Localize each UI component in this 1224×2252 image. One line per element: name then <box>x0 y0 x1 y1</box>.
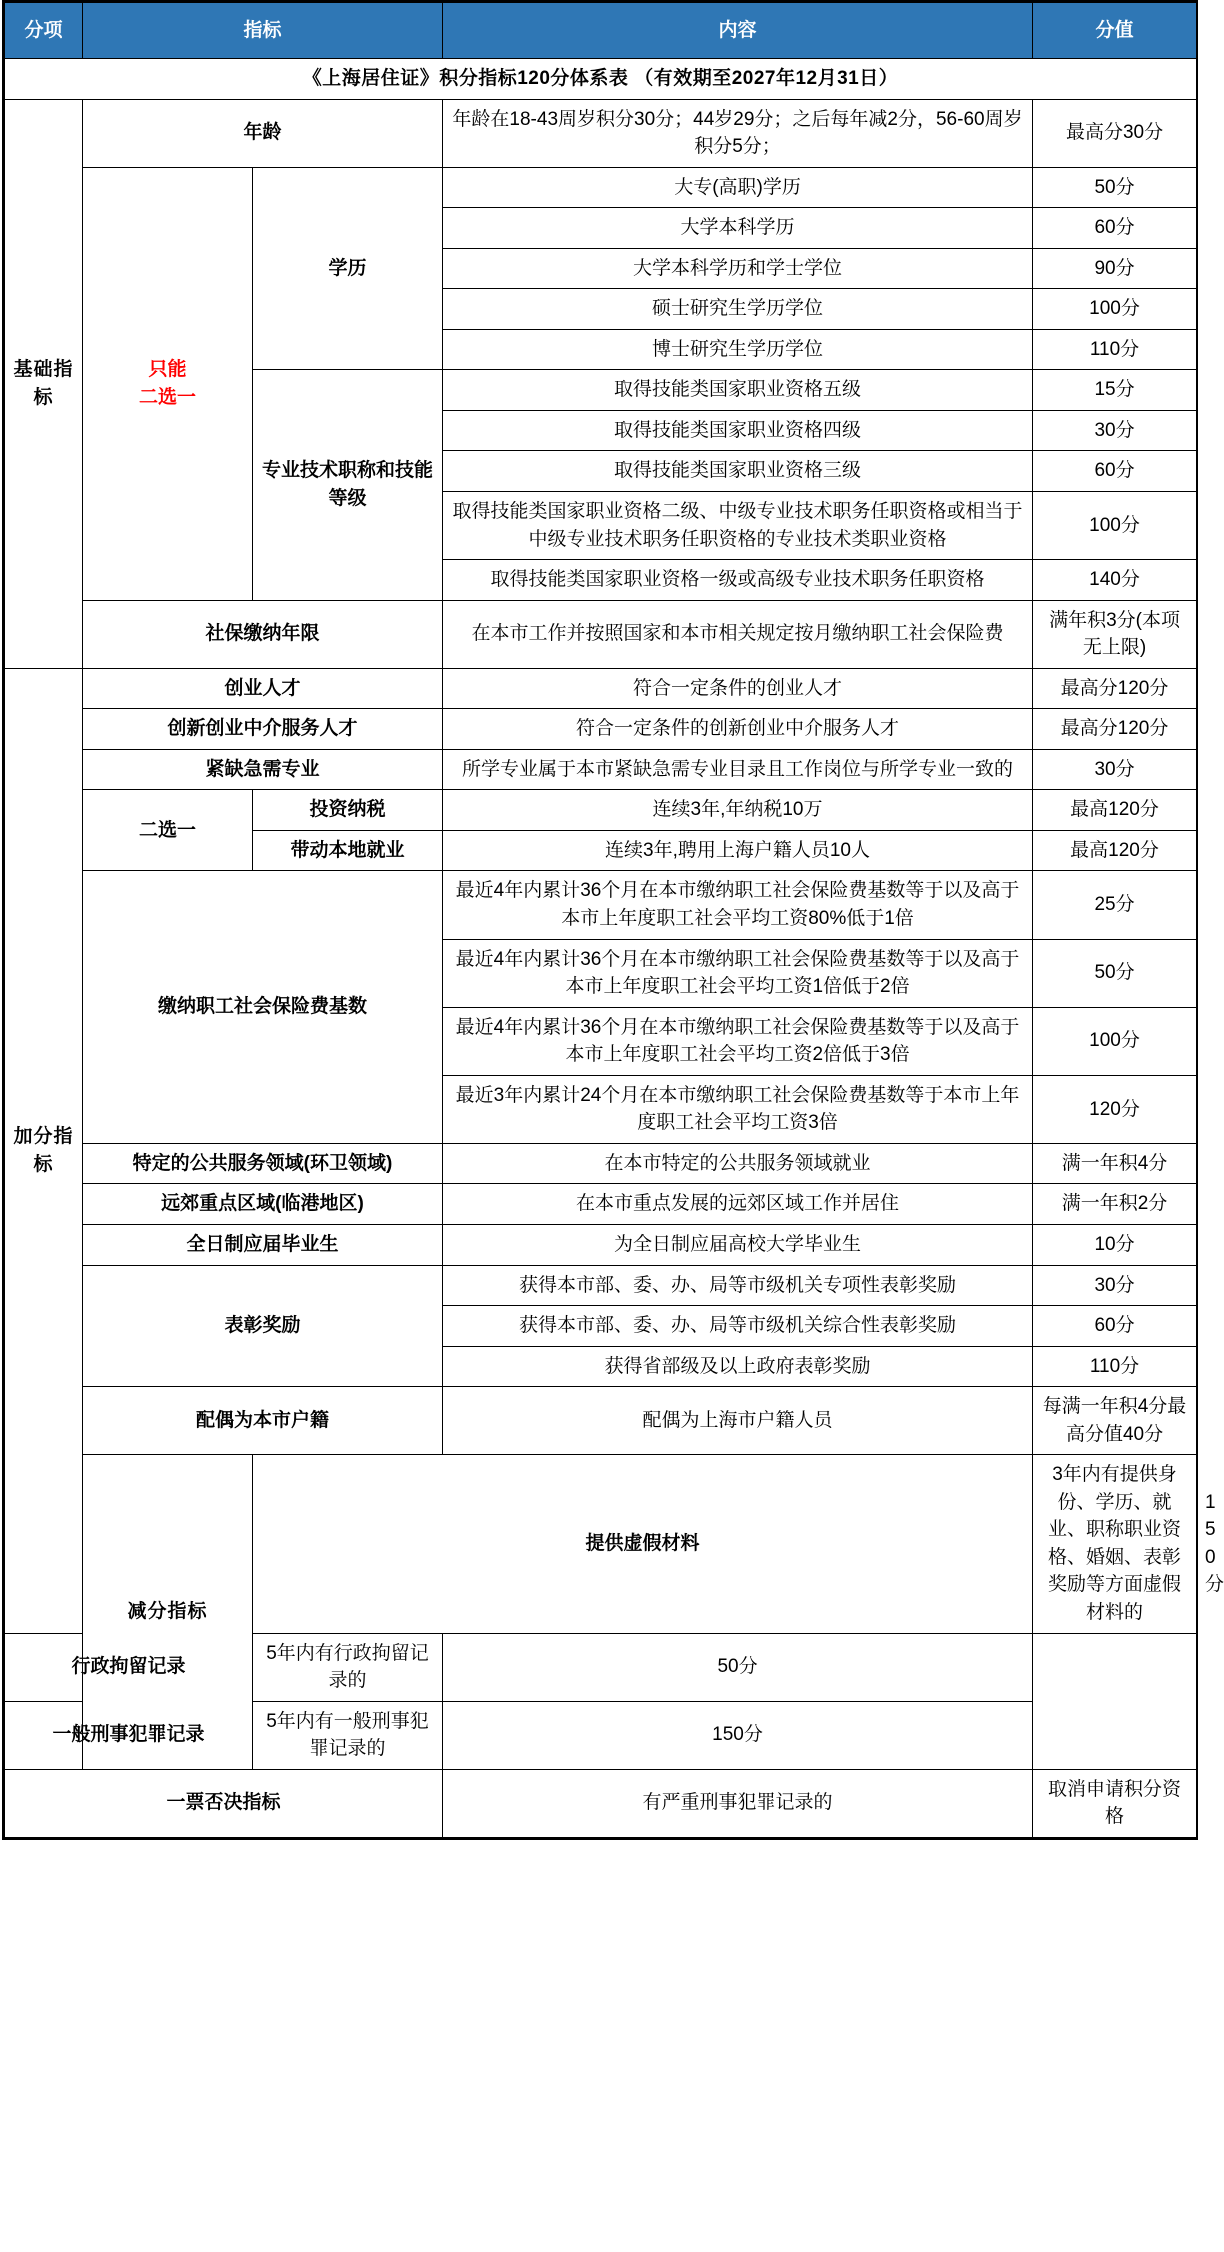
score-education-0: 50分 <box>1033 167 1197 208</box>
content-skills-2: 取得技能类国家职业资格三级 <box>443 451 1033 492</box>
score-veto: 取消申请积分资格 <box>1033 1769 1197 1837</box>
score-education-3: 100分 <box>1033 289 1197 330</box>
content-false-material: 3年内有提供身份、学历、就业、职称职业资格、婚姻、表彰奖励等方面虚假材料的 <box>1033 1455 1197 1633</box>
content-awards-2: 获得省部级及以上政府表彰奖励 <box>443 1346 1033 1387</box>
score-entrepreneur: 最高分120分 <box>1033 668 1197 709</box>
table-row <box>5 790 1197 831</box>
table-row <box>5 709 1197 750</box>
score-skills-2: 60分 <box>1033 451 1197 492</box>
content-entrepreneur: 符合一定条件的创业人才 <box>443 668 1033 709</box>
score-table <box>4 2 1224 1838</box>
content-innovation-agency: 符合一定条件的创新创业中介服务人才 <box>443 709 1033 750</box>
indicator-admin-detention: 行政拘留记录 <box>5 1633 253 1701</box>
score-spouse: 每满一年积4分最高分值40分 <box>1033 1387 1197 1455</box>
score-insurance-base-3: 120分 <box>1033 1075 1197 1143</box>
content-age: 年龄在18-43周岁积分30分；44岁29分；之后每年减2分，56-60周岁积分5分； <box>443 99 1033 167</box>
table-row <box>5 749 1197 790</box>
table-row: 减分指标 提供虚假材料 3年内有提供身份、学历、就业、职称职业资格、婚姻、表彰奖励等方面虚假材料的 150分 <box>5 1455 1197 1633</box>
indicator-entrepreneur: 创业人才 <box>83 668 443 709</box>
score-criminal-record: 150分 <box>443 1701 1033 1769</box>
score-age: 最高分30分 <box>1033 99 1197 167</box>
score-awards-0: 30分 <box>1033 1265 1197 1306</box>
indicator-local-employment: 带动本地就业 <box>253 830 443 871</box>
table-row <box>5 1265 1197 1306</box>
indicator-public-service: 特定的公共服务领域(环卫领域) <box>83 1143 443 1184</box>
content-scarce-major: 所学专业属于本市紧缺急需专业目录且工作岗位与所学专业一致的 <box>443 749 1033 790</box>
content-education-0: 大专(高职)学历 <box>443 167 1033 208</box>
content-skills-0: 取得技能类国家职业资格五级 <box>443 370 1033 411</box>
table-row <box>5 1701 1197 1769</box>
score-insurance-base-1: 50分 <box>1033 939 1197 1007</box>
content-spouse: 配偶为上海市户籍人员 <box>443 1387 1033 1455</box>
table-row <box>5 1224 1197 1265</box>
score-social-insurance: 满年积3分(本项无上限) <box>1033 600 1197 668</box>
score-skills-3: 100分 <box>1033 492 1197 560</box>
score-education-4: 110分 <box>1033 329 1197 370</box>
indicator-social-insurance: 社保缴纳年限 <box>83 600 443 668</box>
col-header-indicator: 指标 <box>83 3 443 59</box>
score-skills-1: 30分 <box>1033 410 1197 451</box>
indicator-criminal-record: 一般刑事犯罪记录 <box>5 1701 253 1769</box>
table-body <box>5 99 1224 1837</box>
score-insurance-base-0: 25分 <box>1033 871 1197 939</box>
table-row <box>5 871 1197 939</box>
content-education-3: 硕士研究生学历学位 <box>443 289 1033 330</box>
table-row <box>5 99 1197 167</box>
col-header-score: 分值 <box>1033 3 1197 59</box>
table-head <box>5 3 1197 59</box>
col-header-section: 分项 <box>5 3 83 59</box>
section-deduct: 减分指标 <box>83 1455 253 1769</box>
content-education-2: 大学本科学历和学士学位 <box>443 248 1033 289</box>
indicator-education: 学历 <box>253 167 443 370</box>
score-skills-0: 15分 <box>1033 370 1197 411</box>
content-insurance-base-3: 最近3年内累计24个月在本市缴纳职工社会保险费基数等于本市上年度职工社会平均工资3倍 <box>443 1075 1033 1143</box>
score-suburban: 满一年积2分 <box>1033 1184 1197 1225</box>
content-insurance-base-0: 最近4年内累计36个月在本市缴纳职工社会保险费基数等于以及高于本市上年度职工社会平均工资80%低于1倍 <box>443 871 1033 939</box>
table-row <box>5 1633 1197 1701</box>
table-row <box>5 668 1197 709</box>
page-title: 《上海居住证》积分指标120分体系表 （有效期至2027年12月31日） <box>5 59 1197 100</box>
col-header-content: 内容 <box>443 3 1033 59</box>
indicator-fresh-graduate: 全日制应届毕业生 <box>83 1224 443 1265</box>
indicator-spouse: 配偶为本市户籍 <box>83 1387 443 1455</box>
content-skills-4: 取得技能类国家职业资格一级或高级专业技术职务任职资格 <box>443 560 1033 601</box>
note-line-1: 只能 <box>148 359 187 381</box>
section-basic: 基础指标 <box>5 99 83 668</box>
score-public-service: 满一年积4分 <box>1033 1143 1197 1184</box>
note-line-2: 二选一 <box>138 386 196 408</box>
indicator-veto: 一票否决指标 <box>5 1769 443 1837</box>
score-scarce-major: 30分 <box>1033 749 1197 790</box>
content-insurance-base-1: 最近4年内累计36个月在本市缴纳职工社会保险费基数等于以及高于本市上年度职工社会平均工资1倍低于2倍 <box>443 939 1033 1007</box>
content-education-4: 博士研究生学历学位 <box>443 329 1033 370</box>
score-investment-tax: 最高120分 <box>1033 790 1197 831</box>
table-row <box>5 1184 1197 1225</box>
indicator-age: 年龄 <box>83 99 443 167</box>
score-skills-4: 140分 <box>1033 560 1197 601</box>
content-admin-detention: 5年内有行政拘留记录的 <box>253 1633 443 1701</box>
score-local-employment: 最高120分 <box>1033 830 1197 871</box>
content-education-1: 大学本科学历 <box>443 208 1033 249</box>
table-row <box>5 1143 1197 1184</box>
indicator-awards: 表彰奖励 <box>83 1265 443 1387</box>
content-fresh-graduate: 为全日制应届高校大学毕业生 <box>443 1224 1033 1265</box>
content-public-service: 在本市特定的公共服务领域就业 <box>443 1143 1033 1184</box>
content-skills-1: 取得技能类国家职业资格四级 <box>443 410 1033 451</box>
indicator-skills: 专业技术职称和技能等级 <box>253 370 443 600</box>
table-row <box>5 1387 1197 1455</box>
indicator-choose-two: 二选一 <box>83 790 253 871</box>
indicator-scarce-major: 紧缺急需专业 <box>83 749 443 790</box>
indicator-innovation-agency: 创新创业中介服务人才 <box>83 709 443 750</box>
indicator-investment-tax: 投资纳税 <box>253 790 443 831</box>
score-insurance-base-2: 100分 <box>1033 1007 1197 1075</box>
score-table-sheet <box>2 0 1224 1840</box>
score-admin-detention: 50分 <box>443 1633 1033 1701</box>
content-local-employment: 连续3年,聘用上海户籍人员10人 <box>443 830 1033 871</box>
indicator-false-material: 提供虚假材料 <box>253 1455 1033 1633</box>
score-education-1: 60分 <box>1033 208 1197 249</box>
indicator-insurance-base: 缴纳职工社会保险费基数 <box>83 871 443 1143</box>
content-suburban: 在本市重点发展的远郊区域工作并居住 <box>443 1184 1033 1225</box>
header-row <box>5 3 1197 59</box>
section-bonus: 加分指标 <box>5 668 83 1633</box>
content-skills-3: 取得技能类国家职业资格二级、中级专业技术职务任职资格或相当于中级专业技术职务任职资格的专业技术类职业资格 <box>443 492 1033 560</box>
content-awards-0: 获得本市部、委、办、局等市级机关专项性表彰奖励 <box>443 1265 1033 1306</box>
score-innovation-agency: 最高分120分 <box>1033 709 1197 750</box>
note-only-choose-one <box>83 167 253 600</box>
table-row <box>5 600 1197 668</box>
score-awards-1: 60分 <box>1033 1306 1197 1347</box>
content-social-insurance: 在本市工作并按照国家和本市相关规定按月缴纳职工社会保险费 <box>443 600 1033 668</box>
table-row <box>5 167 1197 208</box>
indicator-suburban: 远郊重点区域(临港地区) <box>83 1184 443 1225</box>
content-insurance-base-2: 最近4年内累计36个月在本市缴纳职工社会保险费基数等于以及高于本市上年度职工社会平均工资2倍低于3倍 <box>443 1007 1033 1075</box>
content-veto: 有严重刑事犯罪记录的 <box>443 1769 1033 1837</box>
content-criminal-record: 5年内有一般刑事犯罪记录的 <box>253 1701 443 1769</box>
table-title-row <box>5 59 1197 100</box>
table-row <box>5 1769 1197 1837</box>
content-awards-1: 获得本市部、委、办、局等市级机关综合性表彰奖励 <box>443 1306 1033 1347</box>
score-fresh-graduate: 10分 <box>1033 1224 1197 1265</box>
score-awards-2: 110分 <box>1033 1346 1197 1387</box>
score-education-2: 90分 <box>1033 248 1197 289</box>
content-investment-tax: 连续3年,年纳税10万 <box>443 790 1033 831</box>
